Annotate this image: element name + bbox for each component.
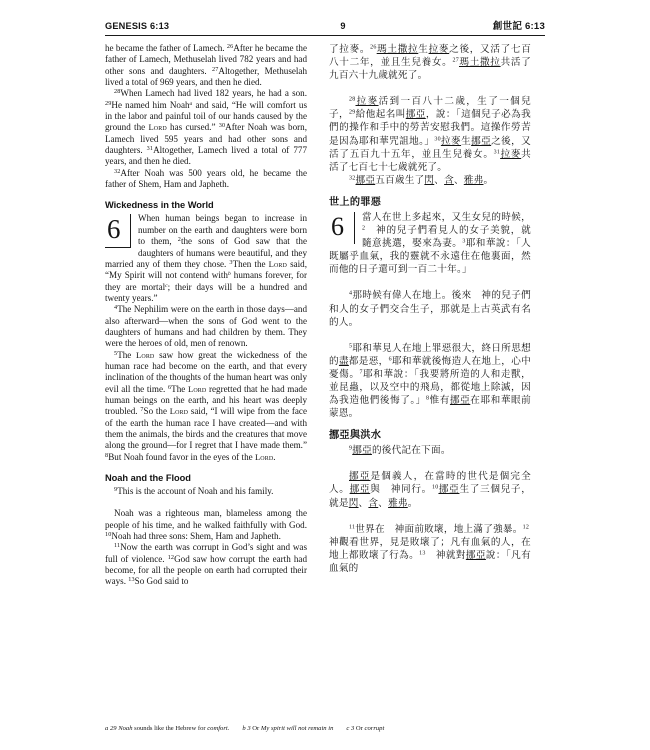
text-run: 說：「凡有血氣的: [329, 549, 532, 574]
text-run: 五百歲生了: [375, 174, 425, 186]
text-run: 。: [483, 174, 494, 186]
paragraph-zh-gen5-28-31: [329, 95, 531, 174]
verse-number: 29: [349, 109, 356, 116]
text-run: ，說：「這個兒子必為我們的操作和手中的勞苦安慰我們。這操作勞苦是因為耶和華咒詛地。」: [329, 109, 532, 147]
text-run: Now the earth was corrupt in God’s sight and was full of violence.: [105, 542, 307, 564]
verse-number: 30: [434, 136, 441, 143]
proper-name: 拉麥: [428, 44, 450, 55]
heading-noah-and-the-flood: Noah and the Flood: [105, 473, 191, 484]
proper-name: 拉麥: [355, 96, 379, 108]
verse-number: 28: [349, 96, 356, 103]
divine-name: Lord: [268, 258, 287, 269]
text-run: Altogether, Lamech lived a total of 777 years, and then he died.: [105, 145, 307, 167]
chapter-6-block-zh: [329, 211, 531, 276]
paragraph-zh-gen6-9b-10: [329, 470, 531, 509]
text-run: So the: [143, 406, 170, 417]
footnote-marker-b[interactable]: b: [227, 271, 231, 277]
text-run: 之後，又活了五百九十五年，並且生兒養女。: [329, 135, 532, 160]
verse-number: 4: [114, 304, 118, 312]
running-head: [105, 18, 545, 36]
proper-name: 含: [444, 174, 454, 186]
proper-name: 瑪土撒拉: [376, 44, 419, 55]
footnote-italic: corrupt: [364, 724, 385, 732]
verse-number: 4: [349, 291, 353, 298]
footnote-text: Or: [250, 724, 261, 732]
verse-number: 7: [140, 406, 144, 414]
proper-name: 挪亞: [405, 109, 426, 121]
text-run: 耶和華見人在地上罪惡很大，終日所思想的: [329, 342, 531, 367]
text-run: 、: [434, 174, 445, 186]
proper-name: 挪亞: [349, 471, 371, 483]
running-head-right: 創世記 6:13: [492, 21, 545, 32]
verse-number: 10: [431, 485, 439, 492]
text-run: Then the: [232, 258, 269, 269]
verse-number: 26: [370, 44, 377, 51]
text-run: Noah had three sons: Shem, Ham and Japheth.: [111, 531, 281, 542]
text-run: When Lamech had lived 182 years, he had a son.: [120, 88, 307, 99]
text-run: 耶和華說：「我要將所造的人和走獸，並昆蟲，以及空中的飛鳥，都從地上除滅，因為我造他們後悔了。」: [329, 368, 532, 407]
chapter-number-dropcap-zh: 6: [329, 212, 355, 244]
heading-wickedness-in-the-world: Wickedness in the World: [105, 200, 214, 211]
text-run: 之後，又活了七百八十二年，並且生兒養女。: [329, 44, 532, 69]
paragraph-gen6-4: [105, 304, 307, 349]
proper-name: 雅弗: [388, 497, 408, 509]
heading-zh-noah-and-flood: 挪亞與洪水: [329, 430, 382, 442]
verse-number: 27: [212, 65, 219, 73]
paragraph-zh-gen6-1-3: [329, 211, 531, 276]
page-number: 9: [340, 21, 346, 31]
proper-name: 拉麥: [500, 148, 522, 160]
text-run: 活到一百八十二歲，生了一個兒子，: [329, 96, 531, 121]
verse-number: 29: [105, 99, 112, 107]
text-run: 世界在 神面前敗壞，地上滿了強暴。: [355, 523, 523, 535]
footnote-key: a 29: [105, 724, 117, 732]
verse-number: 26: [226, 43, 234, 50]
text-run: saw how great the wickedness of the human race had become on the earth, and that every inclination of the thoughts of the human heart was only evil all the time.: [105, 349, 307, 394]
verse-number: 8: [105, 451, 109, 459]
verse-number: 28: [114, 88, 121, 96]
emphasis-mark: 盡: [338, 355, 349, 367]
text-run: humans forever, for they are mortal: [105, 270, 307, 292]
text-run: 與 神同行。: [370, 484, 432, 496]
text-run: 、: [453, 174, 464, 186]
proper-name: 閃: [424, 174, 435, 186]
text-run: So God said to: [134, 576, 189, 587]
text-run: .: [273, 451, 276, 462]
heading-zh-wickedness: 世上的罪惡: [329, 196, 382, 208]
divine-name: Lord: [254, 451, 274, 462]
text-run: 生了三個兒子，就是: [329, 484, 532, 509]
verse-number: 31: [493, 149, 501, 156]
footnote-c: [346, 725, 384, 732]
footnote-a: [105, 725, 229, 732]
verse-number: 2: [177, 236, 181, 244]
running-head-left: GENESIS 6:13: [105, 21, 170, 31]
footnote-b: [242, 725, 333, 732]
proper-name: 挪亞: [449, 395, 471, 407]
paragraph-zh-gen6-4: [329, 289, 531, 328]
text-run: The Nephilim were on the earth in those days—and also afterward—when the sons of God went to the daughters of humans and had children by them. They were the heroes of old, men of renown.: [105, 304, 307, 349]
text-run: 生: [418, 44, 429, 55]
verse-number: 27: [452, 57, 459, 64]
text-run: He named him Noah: [111, 99, 190, 110]
text-run: When human beings began to increase in number on the earth and daughters were born to them,: [138, 213, 307, 247]
text-run: 惟有: [429, 395, 450, 407]
proper-name: 挪亞: [471, 135, 492, 147]
proper-name: 瑪土撒拉: [458, 57, 501, 69]
paragraph-zh-gen5-26-27: [329, 43, 531, 82]
text-run: the sons of God saw that the daughters of humans were beautiful, and they married any of them they chose.: [105, 236, 307, 269]
paragraph-gen5-28-31: [105, 88, 307, 167]
text-run: 。: [407, 497, 418, 509]
footnote-marker-a[interactable]: a: [189, 100, 193, 107]
proper-name: 閃: [348, 497, 359, 509]
verse-number: 5: [349, 343, 353, 350]
verse-number: 9: [114, 486, 118, 494]
text-run: The: [171, 383, 188, 394]
divine-name: Lord: [136, 349, 155, 360]
proper-name: 挪亞: [355, 174, 376, 186]
chapter-number-dropcap: 6: [105, 214, 131, 248]
text-run: After Noah was 500 years old, he became the father of Shem, Ham and Japheth.: [105, 167, 307, 190]
footnote-marker-c[interactable]: c: [165, 282, 168, 289]
text-run: 神的兒子們看見人的女子美貌，就隨意挑選，娶來為妻。: [362, 225, 531, 250]
text-run: This is the account of Noah and his family.: [117, 486, 274, 497]
text-run: But Noah found favor in the eyes of the: [108, 451, 255, 462]
text-run: God saw how corrupt the earth had become, for all the people on earth had corrupted their ways.: [105, 553, 308, 587]
verse-number: 3: [462, 238, 466, 245]
footnote-italic: comfort.: [207, 724, 230, 732]
text-run: 那時候有偉人在地上。後來 神的兒子們和人的女子們交合生子，那就是上古英武有名的人。: [329, 290, 531, 328]
paragraph-gen5-32: [105, 168, 307, 191]
proper-name: 挪亞: [352, 445, 372, 457]
proper-name: 挪亞: [465, 549, 486, 561]
footnote-italic: My spirit will not remain in: [260, 724, 334, 732]
text-run: 共活了九百六十九歲就死了。: [329, 57, 532, 82]
proper-name: 含: [368, 497, 379, 509]
text-run: he became the father of Lamech.: [105, 43, 227, 53]
divine-name: Lord: [187, 383, 207, 394]
verse-number: 8: [425, 395, 430, 402]
paragraph-zh-gen6-9a: [329, 444, 531, 457]
text-run: 生: [461, 135, 472, 147]
text-run: 是個義人，在當時的世代是個完全人。: [329, 471, 532, 496]
text-run: said, “My Spirit will not contend with: [105, 258, 307, 281]
footnote-italic: Noah: [118, 724, 133, 732]
english-column: [105, 43, 307, 588]
text-run: After he became the father of Lamech, Methuselah lived 782 years and had other sons and daughters.: [105, 43, 307, 76]
chinese-column: [329, 43, 539, 575]
verse-number: 3: [229, 258, 233, 266]
paragraph-gen6-9b-10: [105, 508, 307, 542]
footnote-key: b 3: [242, 724, 251, 732]
verse-number: 2: [362, 225, 366, 232]
verse-number: 11: [349, 524, 356, 531]
text-run: The: [117, 349, 137, 360]
verse-number: 7: [359, 369, 363, 376]
text-run: 、: [378, 497, 389, 509]
text-run: 共活了七百七十七歲就死了。: [329, 148, 532, 173]
footnote-key: c 3: [346, 724, 355, 732]
text-run: 耶和華說：「人既屬乎血氣，我的靈就不永遠住在他裏面，然而他的日子還可到一百二十年。」: [329, 238, 531, 276]
verse-number: 12: [522, 524, 530, 531]
divine-name: Lord: [169, 406, 189, 417]
paragraph-gen6-11-13: [105, 542, 307, 587]
verse-number: 5: [114, 349, 118, 357]
column-container: [105, 43, 545, 588]
text-run: 當人在世上多起來，又生女兒的時候，: [362, 211, 531, 223]
verse-number: 6: [388, 356, 392, 363]
footnote-text: sounds like the Hebrew for: [132, 724, 208, 732]
paragraph-gen6-1-3: [105, 213, 307, 304]
text-run: 了拉麥。: [329, 44, 371, 55]
text-run: and said, “He will comfort us in the labor and painful toil of our hands caused by the ground the: [105, 99, 307, 133]
text-run: 神就對: [425, 549, 466, 561]
paragraph-gen6-9a: [105, 486, 307, 497]
verse-number: 32: [349, 175, 356, 182]
verse-number: 30: [218, 122, 226, 130]
divine-name: Lord: [148, 122, 167, 133]
verse-number: 12: [167, 553, 175, 561]
verse-number: 32: [114, 167, 121, 175]
text-run: regretted that he had made human beings on the earth, and his heart was deeply troubled.: [105, 383, 307, 417]
text-run: Noah was a righteous man, blameless among the people of his time, and he walked faithfully with God.: [105, 508, 307, 530]
paragraph-zh-gen6-5-8: [329, 342, 531, 421]
text-run: ; their days will be a hundred and twenty years.”: [105, 281, 307, 303]
text-run: has cursed.”: [166, 122, 219, 133]
verse-number: 9: [349, 445, 353, 452]
paragraph-zh-gen5-32: [329, 174, 531, 187]
paragraph-gen6-5-8: [105, 350, 307, 463]
proper-name: 拉麥: [440, 135, 462, 147]
text-run: 在耶和華眼前蒙恩。: [329, 395, 532, 420]
proper-name: 雅弗: [463, 174, 484, 186]
text-run: 的後代記在下面。: [371, 445, 451, 457]
chapter-6-block: [105, 213, 307, 304]
verse-number: 10: [105, 531, 112, 539]
footnote-text: Or: [354, 724, 365, 732]
verse-number: 31: [146, 145, 154, 153]
text-run: 給他起名叫: [355, 109, 406, 121]
text-run: Altogether, Methuselah lived a total of 969 years, and then he died.: [105, 65, 307, 88]
verse-number: 6: [167, 383, 172, 391]
text-run: 、: [358, 497, 369, 509]
text-run: said, “I will wipe from the face of the earth the human race I have created—and with them the animals, the birds and the creatures that move along the ground—for I regret that I have made them.”: [105, 406, 307, 451]
text-run: After Noah was born, Lamech lived 595 years and had other sons and daughters.: [105, 122, 307, 156]
verse-number: 11: [114, 542, 121, 550]
verse-number: 13: [419, 550, 426, 557]
proper-name: 挪亞: [438, 484, 460, 496]
text-run: 神觀看世界，見是敗壞了；凡有血氣的人，在地上都敗壞了行為。: [329, 523, 539, 561]
paragraph-zh-gen6-11-13: [329, 523, 539, 575]
footnote-area: [105, 724, 545, 734]
text-run: 都是惡，: [348, 355, 389, 367]
verse-number: 13: [128, 576, 135, 584]
text-run: 耶和華就後悔造人在地上，心中憂傷。: [329, 355, 531, 380]
paragraph-gen5-26-27: [105, 43, 307, 88]
proper-name: 挪亞: [349, 484, 371, 496]
